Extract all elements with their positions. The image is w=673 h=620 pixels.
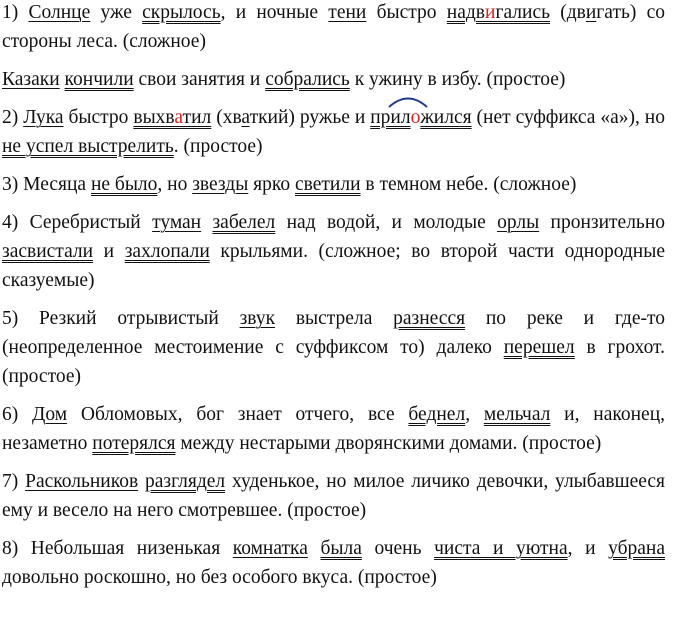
sentence-paragraph xyxy=(2,103,665,161)
predicate-word: убрана xyxy=(608,538,666,559)
predicate-word: чиста и уютна xyxy=(434,538,568,559)
predicate-word: засвистали xyxy=(2,241,94,262)
text-run: ткий) ружье и xyxy=(249,107,371,128)
subject-word: звук xyxy=(239,308,276,329)
predicate-word: скрылось xyxy=(142,2,221,23)
predicate-word: кончили xyxy=(64,69,134,90)
text-run: в грохот. (простое) xyxy=(2,337,665,387)
text-run: , и xyxy=(567,538,609,559)
root-arc-icon xyxy=(387,94,429,108)
predicate-word: разглядел xyxy=(145,471,226,492)
sentence-paragraph xyxy=(2,208,665,295)
sentence-paragraph xyxy=(2,304,665,391)
text-run: в темном небе. (сложное) xyxy=(360,174,577,195)
text-run: 2) xyxy=(2,107,24,128)
subject-word: орлы xyxy=(497,212,540,233)
sentence-paragraph xyxy=(2,467,665,525)
word-part: надв xyxy=(446,2,486,23)
text-run: 5) Резкий отрывистый xyxy=(2,308,240,329)
text-run: свои занятия и xyxy=(133,69,266,90)
predicate-word: разнесся xyxy=(393,308,466,329)
text-run: (нет суффикса «а»), но xyxy=(471,107,665,128)
predicate-word xyxy=(370,107,471,128)
text-run: и xyxy=(93,241,125,262)
text-run xyxy=(138,471,145,492)
text-run: над водой, и молодые xyxy=(275,212,498,233)
subject-word: и xyxy=(585,2,597,23)
text-run: пронзительно xyxy=(539,212,666,233)
subject-word: тени xyxy=(328,2,367,23)
subject-word: Солнце xyxy=(28,2,91,23)
predicate-word: была xyxy=(320,538,362,559)
text-run: очень xyxy=(361,538,435,559)
text-run: быстро xyxy=(63,107,134,128)
text-run: 8) Небольшая низенькая xyxy=(2,538,233,559)
sentence-paragraph xyxy=(2,534,665,592)
text-run: 7) xyxy=(2,471,26,492)
predicate-word: перешел xyxy=(503,337,575,358)
predicate-word xyxy=(133,107,211,128)
text-run: гать) со стороны леса. (сложное) xyxy=(2,2,665,52)
predicate-word: мельчал xyxy=(483,404,551,425)
text-run: по реке и где-то (неопределенное местоимение с суффиксом то) далеко xyxy=(2,308,665,358)
predicate-word: потерялся xyxy=(92,433,176,454)
text-run: к ужину в избу. (простое) xyxy=(349,69,566,90)
subject-word: а xyxy=(241,107,250,128)
predicate-word xyxy=(447,2,550,23)
word-part: жился xyxy=(420,107,472,128)
subject-word: комнатка xyxy=(232,538,308,559)
text-run: , xyxy=(465,404,484,425)
subject-word: звезды xyxy=(192,174,249,195)
root-arc-mark xyxy=(411,103,421,132)
highlighted-vowel: а xyxy=(174,107,183,128)
text-run xyxy=(308,538,321,559)
word-part: гались xyxy=(495,2,550,23)
text-run: худенькое, но милое личико девочки, улыбавшееся ему и весело на него смотревшее. (простое) xyxy=(2,471,666,521)
word-part: выхв xyxy=(133,107,175,128)
subject-word: Раскольников xyxy=(25,471,139,492)
text-run: . (простое) xyxy=(173,136,263,157)
predicate-word: не было xyxy=(90,174,158,195)
text-run: выстрела xyxy=(275,308,394,329)
text-run: (дв xyxy=(550,2,586,23)
sentence-paragraph xyxy=(2,170,665,199)
text-run: (хв xyxy=(211,107,242,128)
word-part: прил xyxy=(370,107,411,128)
text-run: между нестарыми дворянскими домами. (простое) xyxy=(175,433,602,454)
text-run: Обломовых, бог знает отчего, все xyxy=(67,404,409,425)
sentence-paragraph xyxy=(2,400,665,458)
text-run: 1) xyxy=(2,2,29,23)
text-run: крыльями. (сложное; во второй части однородные сказуемые) xyxy=(2,241,665,291)
subject-word: Казаки xyxy=(2,69,60,90)
text-run: 6) xyxy=(2,404,33,425)
word-part: тил xyxy=(182,107,212,128)
highlighted-vowel: о xyxy=(410,107,421,128)
sentence-paragraph xyxy=(2,0,665,56)
subject-word: Лука xyxy=(23,107,64,128)
predicate-word: собрались xyxy=(265,69,350,90)
text-run xyxy=(201,212,212,233)
sentence-paragraph xyxy=(2,65,665,94)
predicate-word: не успел выстрелить xyxy=(2,136,174,157)
text-run: быстро xyxy=(366,2,447,23)
text-run: , и ночные xyxy=(220,2,329,23)
predicate-word: беднел xyxy=(408,404,466,425)
predicate-word: захлопали xyxy=(124,241,210,262)
text-run: довольно роскошно, но без особого вкуса. (простое) xyxy=(2,567,437,588)
text-run: уже xyxy=(90,2,143,23)
text-run: , но xyxy=(157,174,193,195)
subject-word: туман xyxy=(152,212,202,233)
text-run: 3) Месяца xyxy=(2,174,91,195)
subject-word: Дом xyxy=(32,404,68,425)
predicate-word: светили xyxy=(295,174,361,195)
text-run: ярко xyxy=(248,174,295,195)
text-run: и, наконец, незаметно xyxy=(2,404,665,454)
predicate-word: забелел xyxy=(212,212,276,233)
highlighted-vowel: и xyxy=(485,2,496,23)
text-run: 4) Серебристый xyxy=(2,212,153,233)
